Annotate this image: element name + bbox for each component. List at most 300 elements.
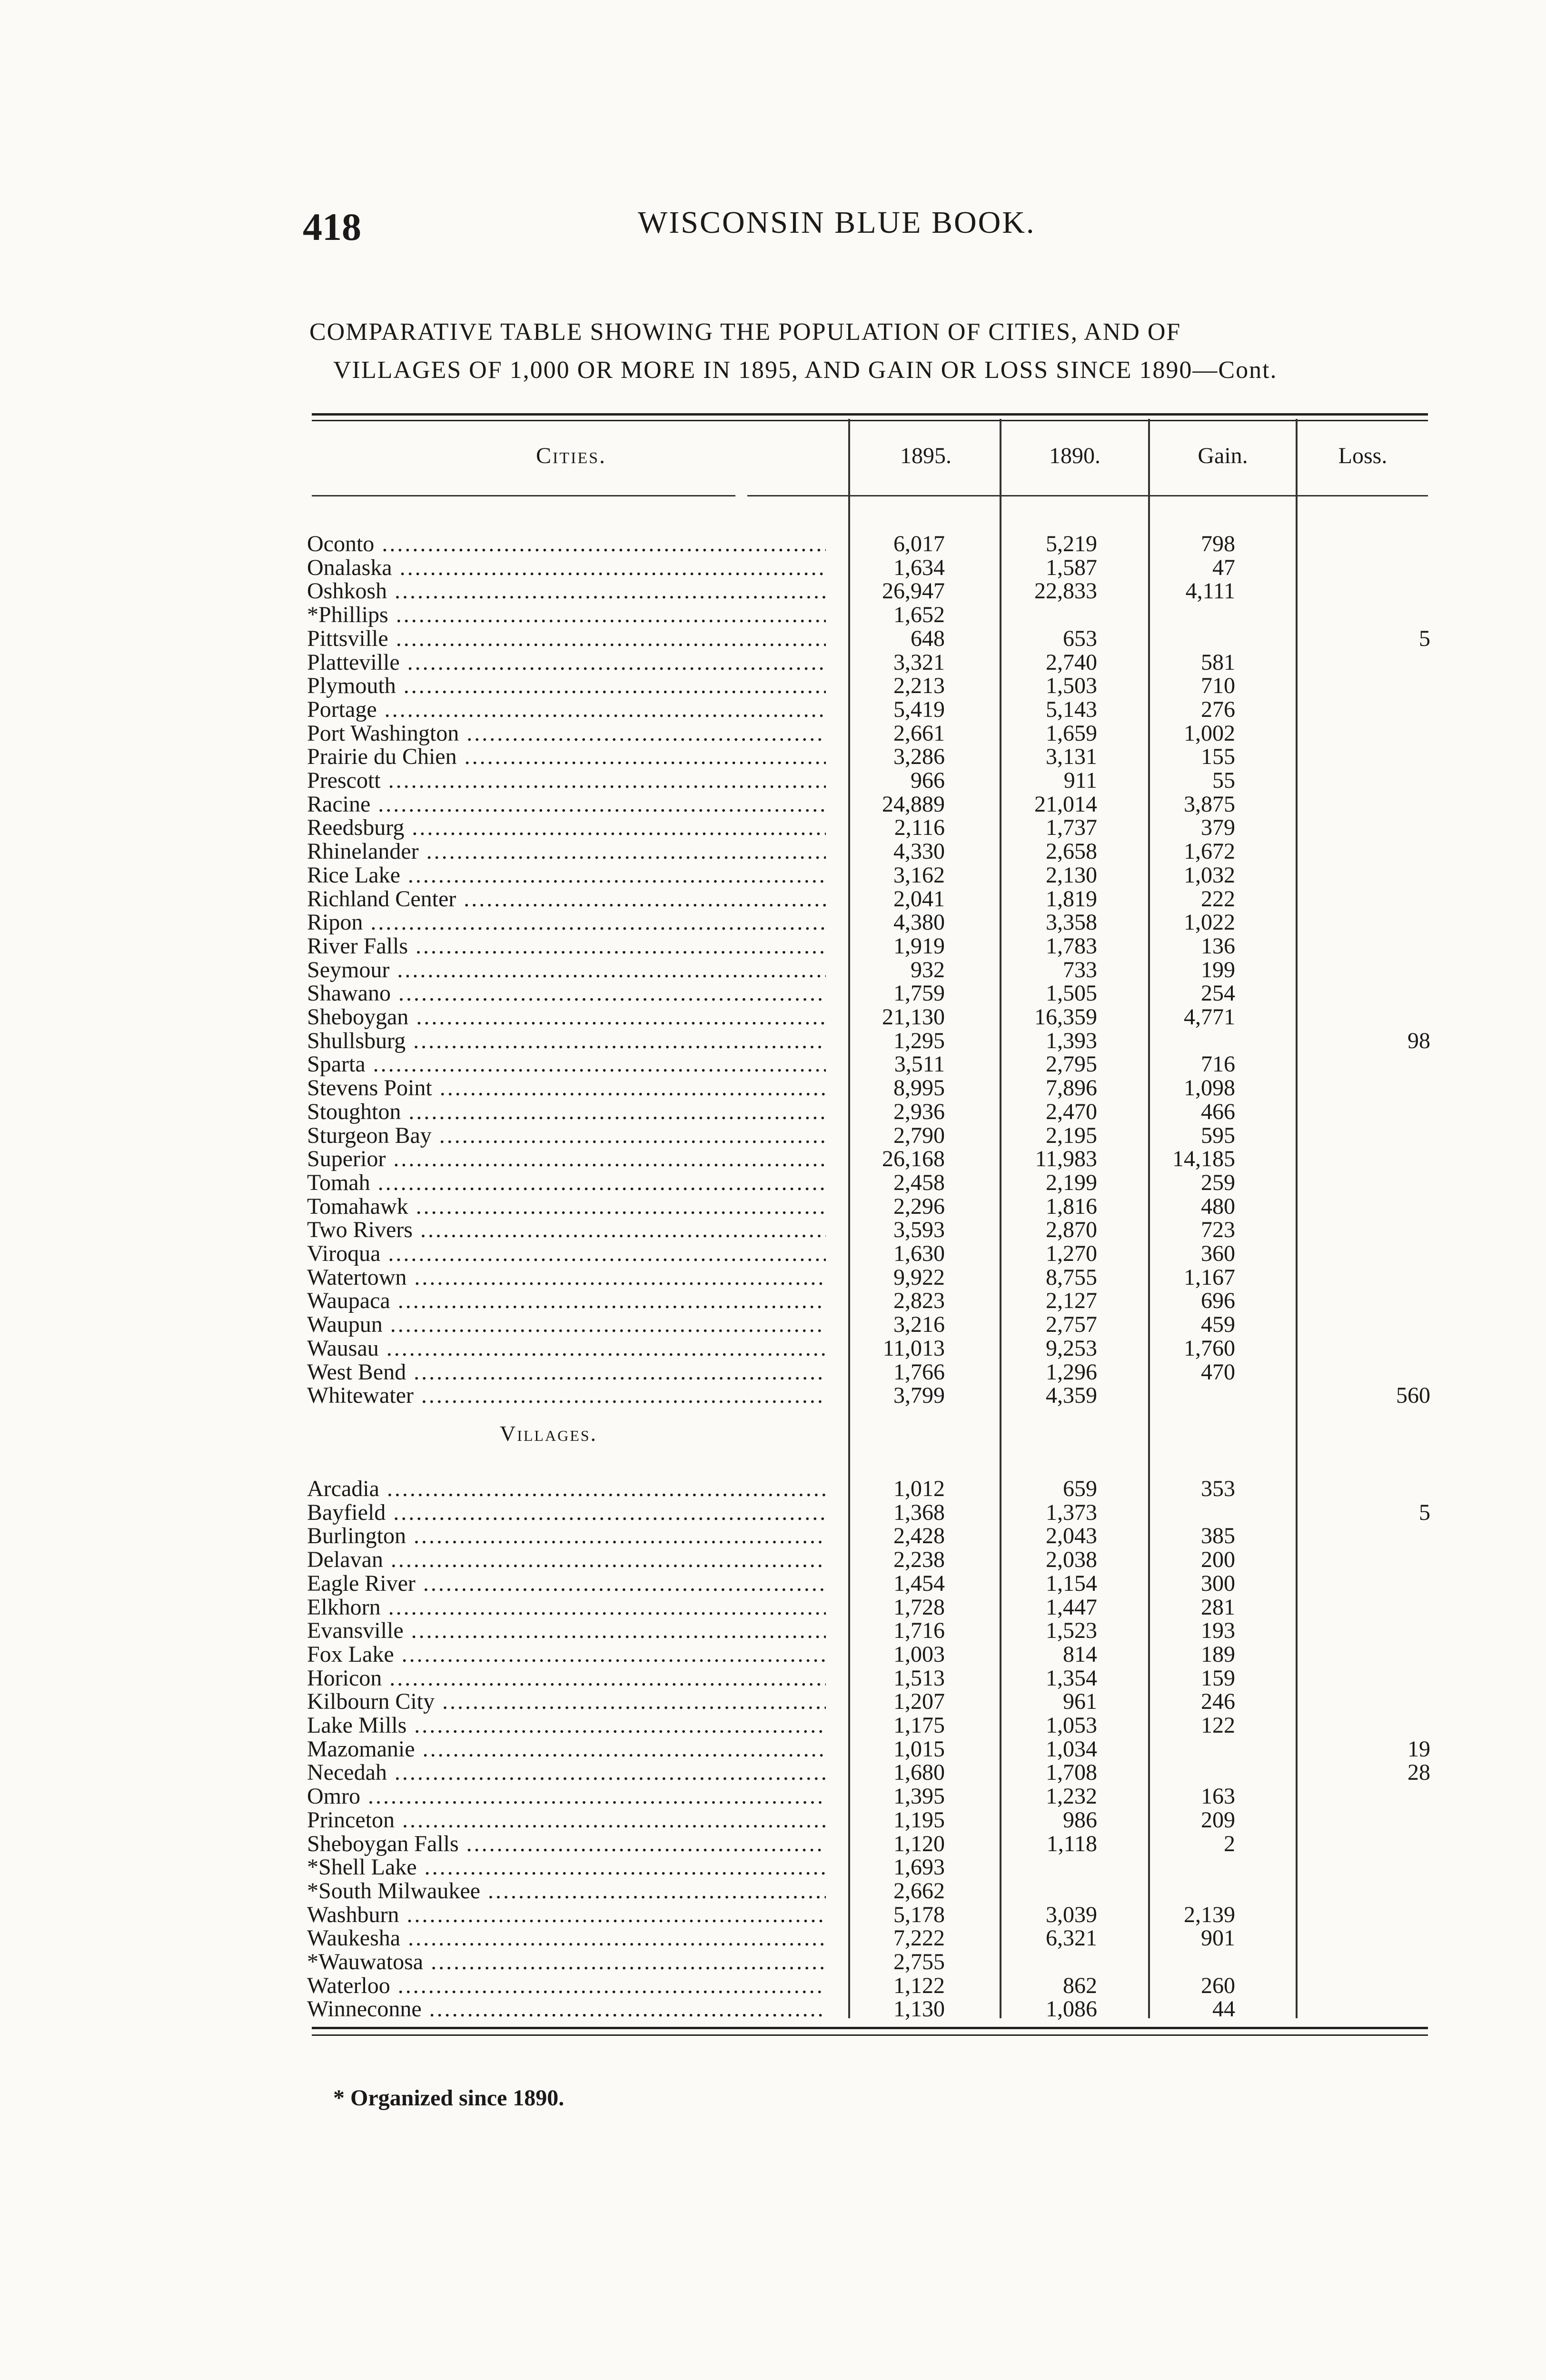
population-1895: 7,222: [893, 1925, 945, 1951]
loss-value: 28: [1407, 1760, 1430, 1785]
population-1890: 3,358: [1046, 910, 1097, 935]
gain-value: 260: [1201, 1973, 1235, 1998]
population-1895: 2,936: [893, 1099, 945, 1124]
population-1890: 7,896: [1046, 1075, 1097, 1101]
table-row: [307, 1903, 1430, 1927]
population-1890: 8,755: [1046, 1264, 1097, 1290]
gain-value: 222: [1201, 886, 1235, 912]
place-name: Superior .....: [307, 1147, 826, 1171]
population-1890: 1,816: [1046, 1193, 1097, 1219]
loss-value: 5: [1419, 1499, 1430, 1525]
gain-value: 595: [1201, 1122, 1235, 1148]
table-row: [307, 1147, 1430, 1171]
page-number: 418: [303, 205, 361, 248]
population-1890: 1,737: [1046, 815, 1097, 841]
table-row: [307, 651, 1430, 674]
table-row: [307, 1997, 1430, 2021]
gain-value: 3,875: [1184, 791, 1235, 817]
gain-value: 2,139: [1184, 1902, 1235, 1927]
population-1895: 2,823: [893, 1288, 945, 1314]
header-1895: 1895.: [900, 443, 951, 468]
population-1895: 2,662: [893, 1878, 945, 1904]
gain-value: 4,771: [1184, 1004, 1235, 1030]
table-row: [307, 1714, 1430, 1737]
population-1895: 2,238: [893, 1547, 945, 1573]
place-name: Stoughton .....: [307, 1100, 826, 1124]
gain-value: 470: [1201, 1359, 1235, 1385]
place-name: Whitewater .....: [307, 1384, 826, 1408]
gain-value: 1,002: [1184, 720, 1235, 746]
population-1890: 2,740: [1046, 649, 1097, 675]
place-name: *Phillips .....: [307, 603, 826, 627]
population-1890: 911: [1063, 768, 1097, 793]
population-1895: 1,634: [893, 555, 945, 580]
population-1895: 1,003: [893, 1641, 945, 1667]
place-name: Washburn .....: [307, 1903, 826, 1927]
gain-value: 209: [1201, 1807, 1235, 1833]
population-1890: 2,870: [1046, 1217, 1097, 1243]
population-1890: 1,354: [1046, 1665, 1097, 1691]
table-title-line-1: COMPARATIVE TABLE SHOWING THE POPULATION OF CITIES, AND OF: [309, 318, 1181, 346]
population-1895: 11,013: [882, 1335, 945, 1361]
population-1895: 1,693: [893, 1854, 945, 1880]
place-name: Reedsburg .....: [307, 816, 826, 840]
population-1890: 1,154: [1046, 1570, 1097, 1596]
place-name: Waterloo .....: [307, 1974, 826, 1998]
population-1890: 1,587: [1046, 555, 1097, 580]
table-row: [307, 579, 1430, 603]
place-name: Richland Center .....: [307, 887, 826, 911]
population-1890: 2,470: [1046, 1099, 1097, 1124]
table-row: [307, 1218, 1430, 1242]
place-name: Burlington .....: [307, 1524, 826, 1548]
place-name: Evansville .....: [307, 1619, 826, 1643]
table-row: [307, 1572, 1430, 1596]
place-name: Sparta .....: [307, 1052, 826, 1076]
population-1890: 1,783: [1046, 933, 1097, 959]
population-1895: 3,216: [893, 1312, 945, 1338]
place-name: Horicon .....: [307, 1666, 826, 1690]
running-head: WISCONSIN BLUE BOOK.: [638, 205, 1036, 240]
table-row: [307, 887, 1430, 911]
population-1895: 26,947: [882, 578, 945, 604]
population-1890: 1,393: [1046, 1028, 1097, 1053]
gain-value: 710: [1201, 673, 1235, 699]
population-1895: 8,995: [893, 1075, 945, 1101]
population-1895: 9,922: [893, 1264, 945, 1290]
table-bottom-rule-thin: [312, 2034, 1428, 2036]
place-name: Mazomanie .....: [307, 1737, 826, 1761]
table-row: [307, 1076, 1430, 1100]
place-name: Wausau .....: [307, 1337, 826, 1360]
population-1890: 862: [1063, 1973, 1097, 1998]
gain-value: 199: [1201, 957, 1235, 982]
population-1890: 1,373: [1046, 1499, 1097, 1525]
place-name: Ripon .....: [307, 911, 826, 934]
population-1890: 659: [1063, 1476, 1097, 1501]
population-1890: 1,270: [1046, 1241, 1097, 1266]
population-1895: 4,380: [893, 910, 945, 935]
table-row: [307, 1619, 1430, 1643]
gain-value: 155: [1201, 744, 1235, 770]
table-row: [307, 1266, 1430, 1289]
place-name: Waupaca .....: [307, 1289, 826, 1313]
table-row: [307, 745, 1430, 769]
table-row: [307, 1737, 1430, 1761]
gain-value: 1,022: [1184, 910, 1235, 935]
population-1890: 1,232: [1046, 1784, 1097, 1809]
population-1890: 2,130: [1046, 862, 1097, 888]
place-name: Kilbourn City .....: [307, 1690, 826, 1714]
population-1890: 2,038: [1046, 1547, 1097, 1573]
place-name: Oconto .....: [307, 532, 826, 556]
population-1895: 5,419: [893, 696, 945, 722]
place-name: Shullsburg .....: [307, 1029, 826, 1053]
population-1895: 2,116: [894, 815, 945, 841]
gain-value: 723: [1201, 1217, 1235, 1243]
table-row: [307, 1242, 1430, 1266]
population-1895: 3,162: [893, 862, 945, 888]
population-1895: 1,012: [893, 1476, 945, 1501]
population-1890: 16,359: [1034, 1004, 1097, 1030]
place-name: Arcadia .....: [307, 1477, 826, 1501]
loss-value: 560: [1396, 1383, 1430, 1408]
table-row: [307, 958, 1430, 982]
population-1895: 1,130: [893, 1996, 945, 2022]
place-name: Pittsville .....: [307, 627, 826, 651]
population-1890: 3,039: [1046, 1902, 1097, 1927]
population-1895: 21,130: [882, 1004, 945, 1030]
place-name: *Wauwatosa .....: [307, 1950, 826, 1974]
table-row: [307, 1666, 1430, 1690]
population-1895: 3,321: [893, 649, 945, 675]
population-1895: 1,766: [893, 1359, 945, 1385]
place-name: Waupun .....: [307, 1313, 826, 1337]
table-row: [307, 722, 1430, 745]
gain-value: 276: [1201, 696, 1235, 722]
population-1895: 932: [911, 957, 945, 982]
population-1890: 1,296: [1046, 1359, 1097, 1385]
table-row: [307, 1950, 1430, 1974]
table-row: [307, 627, 1430, 651]
population-1895: 1,630: [893, 1241, 945, 1266]
population-1895: 3,593: [893, 1217, 945, 1243]
place-name: Sheboygan Falls .....: [307, 1832, 826, 1856]
loss-value: 5: [1419, 625, 1430, 651]
header-gain: Gain.: [1198, 443, 1248, 468]
gain-value: 696: [1201, 1288, 1235, 1314]
population-1890: 1,118: [1046, 1831, 1097, 1856]
gain-value: 189: [1201, 1641, 1235, 1667]
table-row: [307, 769, 1430, 793]
population-1895: 5,178: [893, 1902, 945, 1927]
footnote: * Organized since 1890.: [333, 2085, 565, 2111]
population-1890: 1,819: [1046, 886, 1097, 912]
table-row: [307, 1124, 1430, 1148]
loss-value: 19: [1407, 1736, 1430, 1762]
table-row: [307, 1501, 1430, 1525]
place-name: Watertown .....: [307, 1266, 826, 1289]
table-row: [307, 1974, 1430, 1998]
place-name: Necedah .....: [307, 1761, 826, 1785]
place-name: Tomahawk .....: [307, 1195, 826, 1219]
gain-value: 281: [1201, 1594, 1235, 1620]
table-row: [307, 674, 1430, 698]
table-row: [307, 863, 1430, 887]
population-1890: 2,199: [1046, 1170, 1097, 1195]
population-1890: 814: [1063, 1641, 1097, 1667]
gain-value: 379: [1201, 815, 1235, 841]
table-row: [307, 1596, 1430, 1619]
population-1890: 1,708: [1046, 1760, 1097, 1785]
table-row: [307, 1005, 1430, 1029]
table-row: [307, 1289, 1430, 1313]
header-cities: Cities.: [535, 443, 607, 468]
population-1890: 961: [1063, 1689, 1097, 1715]
population-1890: 5,219: [1046, 531, 1097, 556]
table-row: [307, 911, 1430, 934]
gain-value: 1,032: [1184, 862, 1235, 888]
population-1890: 1,505: [1046, 981, 1097, 1006]
gain-value: 1,167: [1184, 1264, 1235, 1290]
population-1890: 9,253: [1046, 1335, 1097, 1361]
population-1890: 2,127: [1046, 1288, 1097, 1314]
loss-value: 98: [1407, 1028, 1430, 1053]
place-name: Sturgeon Bay .....: [307, 1124, 826, 1148]
table-row: [307, 1171, 1430, 1195]
table-row: [307, 1384, 1430, 1408]
population-1890: 1,503: [1046, 673, 1097, 699]
population-1895: 2,428: [893, 1523, 945, 1549]
population-1895: 2,755: [893, 1949, 945, 1974]
population-1895: 1,368: [893, 1499, 945, 1525]
table-row: [307, 1643, 1430, 1666]
population-1895: 966: [911, 768, 945, 793]
table-row: [307, 1785, 1430, 1808]
table-row: [307, 1855, 1430, 1879]
gain-value: 1,098: [1184, 1075, 1235, 1101]
place-name: Sheboygan .....: [307, 1005, 826, 1029]
population-1890: 1,034: [1046, 1736, 1097, 1762]
gain-value: 163: [1201, 1784, 1235, 1809]
population-1895: 1,680: [893, 1760, 945, 1785]
population-1895: 3,511: [894, 1051, 945, 1077]
place-name: Stevens Point .....: [307, 1076, 826, 1100]
place-name: Lake Mills .....: [307, 1714, 826, 1737]
table-row: [307, 1690, 1430, 1714]
gain-value: 385: [1201, 1523, 1235, 1549]
table-row: [307, 840, 1430, 863]
population-1895: 6,017: [893, 531, 945, 556]
population-1890: 6,321: [1046, 1925, 1097, 1951]
place-name: Racine .....: [307, 793, 826, 816]
gain-value: 300: [1201, 1570, 1235, 1596]
population-1895: 1,207: [893, 1689, 945, 1715]
table-top-rule-thin: [312, 420, 1428, 421]
gain-value: 47: [1212, 555, 1235, 580]
table-row: [307, 1360, 1430, 1384]
place-name: Eagle River .....: [307, 1572, 826, 1596]
table-row: [307, 816, 1430, 840]
table-row: [307, 603, 1430, 627]
place-name: Seymour .....: [307, 958, 826, 982]
place-name: Viroqua .....: [307, 1242, 826, 1266]
population-1890: 2,043: [1046, 1523, 1097, 1549]
header-rule: [312, 495, 735, 496]
gain-value: 193: [1201, 1618, 1235, 1644]
population-1895: 1,728: [893, 1594, 945, 1620]
population-1890: 2,195: [1046, 1122, 1097, 1148]
place-name: *Shell Lake .....: [307, 1855, 826, 1879]
header-rule: [747, 495, 1428, 496]
place-name: Two Rivers .....: [307, 1218, 826, 1242]
population-1895: 1,716: [893, 1618, 945, 1644]
population-1895: 24,889: [882, 791, 945, 817]
table-top-rule: [312, 413, 1428, 416]
population-1890: 1,523: [1046, 1618, 1097, 1644]
population-1890: 3,131: [1046, 744, 1097, 770]
table-row: [307, 793, 1430, 816]
table-row: [307, 1808, 1430, 1832]
population-1895: 648: [911, 625, 945, 651]
gain-value: 159: [1201, 1665, 1235, 1691]
population-1895: 1,122: [893, 1973, 945, 1998]
gain-value: 122: [1201, 1713, 1235, 1738]
table-row: [307, 1832, 1430, 1856]
population-1890: 21,014: [1034, 791, 1097, 817]
gain-value: 254: [1201, 981, 1235, 1006]
gain-value: 200: [1201, 1547, 1235, 1573]
table-row: [307, 1029, 1430, 1053]
population-1890: 22,833: [1034, 578, 1097, 604]
gain-value: 459: [1201, 1312, 1235, 1338]
place-name: Bayfield .....: [307, 1501, 826, 1525]
population-1895: 2,661: [893, 720, 945, 746]
place-name: Waukesha .....: [307, 1926, 826, 1950]
gain-value: 136: [1201, 933, 1235, 959]
population-1890: 1,447: [1046, 1594, 1097, 1620]
place-name: Rhinelander .....: [307, 840, 826, 863]
table-row: [307, 1052, 1430, 1076]
place-name: Winneconne .....: [307, 1997, 826, 2021]
place-name: Port Washington .....: [307, 722, 826, 745]
population-1895: 1,120: [893, 1831, 945, 1856]
place-name: Oshkosh .....: [307, 579, 826, 603]
place-name: Shawano .....: [307, 982, 826, 1005]
population-1895: 1,195: [893, 1807, 945, 1833]
place-name: Delavan .....: [307, 1548, 826, 1572]
population-1895: 3,799: [893, 1383, 945, 1408]
table-row: [307, 1879, 1430, 1903]
place-name: Omro .....: [307, 1785, 826, 1808]
place-name: Platteville .....: [307, 651, 826, 674]
table-row: [307, 1548, 1430, 1572]
population-1895: 1,454: [893, 1570, 945, 1596]
header-1890: 1890.: [1049, 443, 1100, 468]
table-bottom-rule: [312, 2027, 1428, 2029]
population-1890: 2,658: [1046, 839, 1097, 864]
table-row: [307, 532, 1430, 556]
gain-value: 716: [1201, 1051, 1235, 1077]
population-1895: 1,652: [893, 602, 945, 628]
gain-value: 360: [1201, 1241, 1235, 1266]
population-1895: 3,286: [893, 744, 945, 770]
table-row: [307, 1926, 1430, 1950]
population-1895: 1,175: [893, 1713, 945, 1738]
table-row: [307, 1524, 1430, 1548]
table-row: [307, 1313, 1430, 1337]
population-1890: 1,659: [1046, 720, 1097, 746]
table-row: [307, 1477, 1430, 1501]
population-1895: 1,015: [893, 1736, 945, 1762]
gain-value: 1,760: [1184, 1335, 1235, 1361]
table-title-line-2: VILLAGES OF 1,000 OR MORE IN 1895, AND GAIN OR LOSS SINCE 1890—Cont.: [333, 357, 1278, 384]
table-row: [307, 934, 1430, 958]
place-name: Prescott .....: [307, 769, 826, 793]
place-name: Plymouth .....: [307, 674, 826, 698]
place-name: Elkhorn .....: [307, 1596, 826, 1619]
place-name: Tomah .....: [307, 1171, 826, 1195]
table-row: [307, 1195, 1430, 1219]
population-1895: 1,759: [893, 981, 945, 1006]
population-1895: 1,395: [893, 1784, 945, 1809]
place-name: Princeton .....: [307, 1808, 826, 1832]
population-1895: 26,168: [882, 1146, 945, 1172]
population-1890: 733: [1063, 957, 1097, 982]
table-row: [307, 556, 1430, 580]
gain-value: 1,672: [1184, 839, 1235, 864]
table-row: [307, 1761, 1430, 1785]
population-1890: 4,359: [1046, 1383, 1097, 1408]
gain-value: 4,111: [1185, 578, 1235, 604]
gain-value: 55: [1212, 768, 1235, 793]
header-loss: Loss.: [1338, 443, 1387, 468]
gain-value: 14,185: [1172, 1146, 1235, 1172]
villages-label: Villages.: [500, 1421, 598, 1446]
population-1890: 653: [1063, 625, 1097, 651]
population-1890: 1,086: [1046, 1996, 1097, 2022]
population-1890: 2,757: [1046, 1312, 1097, 1338]
population-1890: 986: [1063, 1807, 1097, 1833]
place-name: Prairie du Chien .....: [307, 745, 826, 769]
place-name: West Bend .....: [307, 1360, 826, 1384]
place-name: Fox Lake .....: [307, 1643, 826, 1666]
population-1895: 1,295: [893, 1028, 945, 1053]
population-1890: 5,143: [1046, 696, 1097, 722]
table-row: [307, 698, 1430, 722]
gain-value: 901: [1201, 1925, 1235, 1951]
place-name: Onalaska .....: [307, 556, 826, 580]
population-1895: 2,790: [893, 1122, 945, 1148]
table-row: [307, 1337, 1430, 1360]
population-1895: 1,513: [893, 1665, 945, 1691]
population-1895: 4,330: [893, 839, 945, 864]
population-1895: 2,041: [893, 886, 945, 912]
gain-value: 2: [1224, 1831, 1235, 1856]
population-1890: 1,053: [1046, 1713, 1097, 1738]
gain-value: 798: [1201, 531, 1235, 556]
gain-value: 353: [1201, 1476, 1235, 1501]
table-row: [307, 982, 1430, 1005]
gain-value: 44: [1212, 1996, 1235, 2022]
place-name: *South Milwaukee .....: [307, 1879, 826, 1903]
place-name: River Falls .....: [307, 934, 826, 958]
population-1895: 2,296: [893, 1193, 945, 1219]
gain-value: 466: [1201, 1099, 1235, 1124]
place-name: Rice Lake .....: [307, 863, 826, 887]
population-1895: 1,919: [893, 933, 945, 959]
gain-value: 581: [1201, 649, 1235, 675]
